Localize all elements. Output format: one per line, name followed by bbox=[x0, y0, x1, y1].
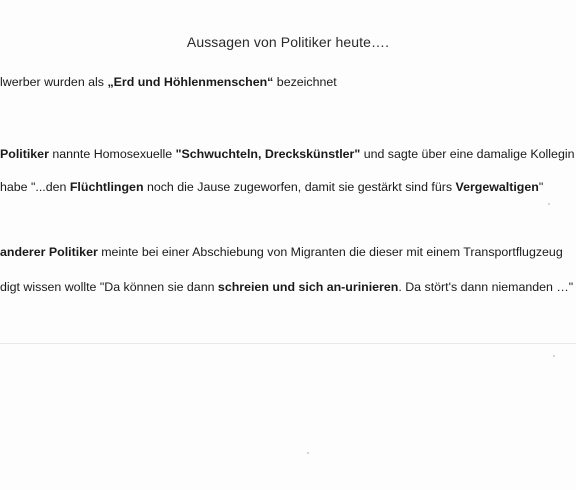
scan-speck bbox=[307, 452, 309, 454]
emphasized-text: Politiker bbox=[0, 147, 49, 161]
statement-text: . Da stört's dann niemanden …" bbox=[398, 280, 574, 294]
statement-line-2 bbox=[0, 147, 575, 161]
statement-text: und sagte über eine damalige Kollegin bbox=[360, 147, 575, 161]
statement-text: nannte Homosexuelle bbox=[48, 147, 176, 161]
emphasized-text: Vergewaltigen bbox=[455, 180, 539, 194]
emphasized-text: "Schwuchteln, Dreckskünstler" bbox=[175, 147, 361, 161]
statement-text: lwerber wurden als bbox=[0, 75, 108, 89]
statement-line-1 bbox=[0, 75, 337, 89]
statement-text: " bbox=[538, 180, 544, 194]
emphasized-text: schreien und sich an-urinieren bbox=[217, 280, 399, 294]
statement-line-5 bbox=[0, 280, 573, 294]
statement-line-4 bbox=[0, 245, 563, 259]
statement-text: habe "...den bbox=[0, 180, 70, 194]
emphasized-text: anderer Politiker bbox=[0, 245, 98, 259]
scan-speck bbox=[553, 355, 555, 357]
statement-line-3 bbox=[0, 180, 543, 194]
statement-text: noch die Jause zugeworfen, damit sie gestärkt sind fürs bbox=[143, 180, 456, 194]
page-divider bbox=[0, 343, 576, 344]
emphasized-text: Flüchtlingen bbox=[69, 180, 144, 194]
emphasized-text: „Erd und Höhlenmenschen“ bbox=[107, 75, 274, 89]
statement-text: digt wissen wollte "Da können sie dann bbox=[0, 280, 218, 294]
scan-speck bbox=[548, 203, 550, 205]
document-title: Aussagen von Politiker heute…. bbox=[186, 34, 390, 50]
statement-text: bezeichnet bbox=[273, 75, 337, 89]
statement-text: meinte bei einer Abschiebung von Migranten die dieser mit einem Transportflugzeug bbox=[97, 245, 563, 259]
